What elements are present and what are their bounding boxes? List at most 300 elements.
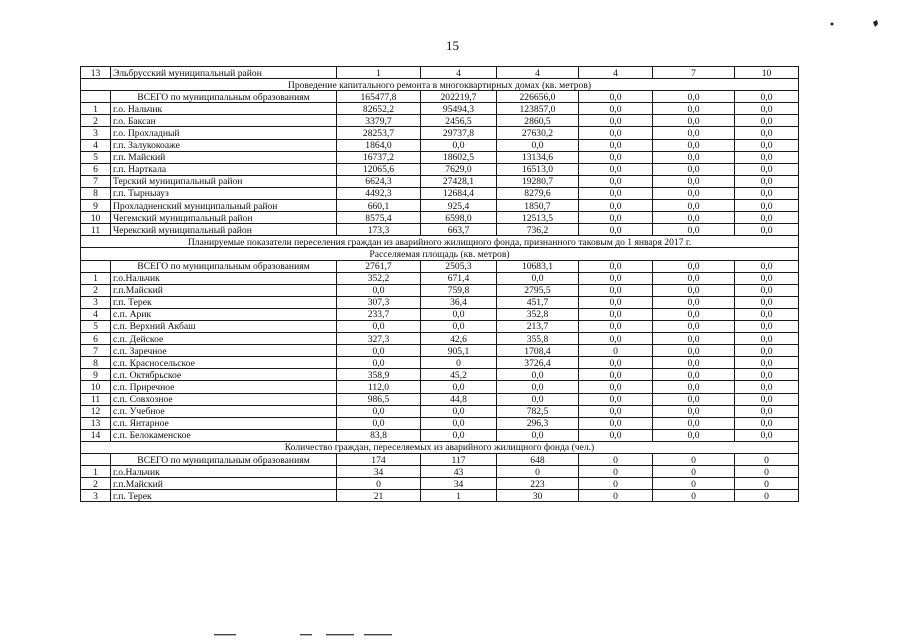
section-header-row <box>81 248 799 260</box>
data-table <box>80 66 799 502</box>
value-cell: 0,0 <box>653 200 735 212</box>
table-row <box>81 417 799 429</box>
value-cell: 0,0 <box>735 224 799 236</box>
value-cell: 759,8 <box>421 284 497 296</box>
row-number: 3 <box>81 296 111 308</box>
value-cell: 0,0 <box>579 308 653 320</box>
value-cell: 0,0 <box>421 405 497 417</box>
row-number: 1 <box>81 103 111 115</box>
value-cell: 0,0 <box>653 393 735 405</box>
value-cell: 671,4 <box>421 272 497 284</box>
value-cell: 0,0 <box>579 115 653 127</box>
value-cell: 6598,0 <box>421 212 497 224</box>
value-cell: 0,0 <box>735 320 799 332</box>
value-cell: 0,0 <box>653 357 735 369</box>
value-cell: 43 <box>421 466 497 478</box>
value-cell: 0,0 <box>735 417 799 429</box>
value-cell: 12513,5 <box>497 212 579 224</box>
value-cell: 905,1 <box>421 345 497 357</box>
municipality-name: с.п. Белокаменское <box>111 429 337 441</box>
value-cell: 6624,3 <box>337 175 421 187</box>
value-cell: 42,6 <box>421 333 497 345</box>
value-cell: 0,0 <box>653 308 735 320</box>
row-number: 2 <box>81 115 111 127</box>
table-body <box>81 67 799 502</box>
value-cell: 0 <box>579 490 653 502</box>
section-header: Количество граждан, переселяемых из аварийного жилищного фонда (чел.) <box>81 441 799 453</box>
total-label: ВСЕГО по муниципальным образованиям <box>111 260 337 272</box>
value-cell: 12065,6 <box>337 163 421 175</box>
value-cell: 0,0 <box>579 91 653 103</box>
table-row <box>81 212 799 224</box>
section-header: Планируемые показатели переселения граждан из аварийного жилищного фонда, признанного таковым до 1 января 2017 г. <box>81 236 799 248</box>
municipality-name: Терский муниципальный район <box>111 175 337 187</box>
value-cell: 0,0 <box>421 381 497 393</box>
municipality-name: с.п. Учебное <box>111 405 337 417</box>
value-cell: 30 <box>497 490 579 502</box>
value-cell: 0,0 <box>337 284 421 296</box>
value-cell: 34 <box>337 466 421 478</box>
value-cell: 13134,6 <box>497 151 579 163</box>
value-cell: 0,0 <box>653 91 735 103</box>
scan-marks <box>816 14 886 34</box>
municipality-name: г.п. Майский <box>111 151 337 163</box>
row-number: 6 <box>81 163 111 175</box>
value-cell: 0,0 <box>653 284 735 296</box>
value-cell: 736,2 <box>497 224 579 236</box>
value-cell: 0,0 <box>579 103 653 115</box>
value-cell: 0,0 <box>421 417 497 429</box>
municipality-name: г.о.Нальчик <box>111 466 337 478</box>
value-cell: 21 <box>337 490 421 502</box>
value-cell: 173,3 <box>337 224 421 236</box>
value-cell: 0,0 <box>653 175 735 187</box>
value-cell: 29737,8 <box>421 127 497 139</box>
value-cell: 0,0 <box>653 212 735 224</box>
section-header-row <box>81 441 799 453</box>
value-cell: 0,0 <box>579 357 653 369</box>
page-number: 15 <box>446 38 459 53</box>
value-cell: 10683,1 <box>497 260 579 272</box>
table-row <box>81 103 799 115</box>
table-row <box>81 490 799 502</box>
value-cell: 0 <box>735 466 799 478</box>
value-cell: 223 <box>497 478 579 490</box>
value-cell: 0,0 <box>653 296 735 308</box>
value-cell: 0,0 <box>579 187 653 199</box>
value-cell: 0,0 <box>579 284 653 296</box>
value-cell: 0,0 <box>653 381 735 393</box>
municipality-name: г.п. Тырныауз <box>111 187 337 199</box>
value-cell: 0,0 <box>653 115 735 127</box>
row-number: 1 <box>81 272 111 284</box>
value-cell: 0,0 <box>579 163 653 175</box>
table-row <box>81 478 799 490</box>
row-number: 8 <box>81 187 111 199</box>
value-cell: 0,0 <box>653 163 735 175</box>
value-cell: 0,0 <box>579 212 653 224</box>
table-row <box>81 393 799 405</box>
value-cell: 233,7 <box>337 308 421 320</box>
value-cell: 1864,0 <box>337 139 421 151</box>
table-row <box>81 200 799 212</box>
value-cell: 0,0 <box>579 393 653 405</box>
value-cell: 1 <box>421 490 497 502</box>
value-cell: 174 <box>337 454 421 466</box>
value-cell: 10 <box>735 67 799 79</box>
value-cell: 0 <box>421 357 497 369</box>
value-cell: 0,0 <box>735 260 799 272</box>
row-number: 9 <box>81 369 111 381</box>
value-cell: 3379,7 <box>337 115 421 127</box>
value-cell: 7 <box>653 67 735 79</box>
value-cell: 0,0 <box>579 405 653 417</box>
value-cell: 0,0 <box>735 115 799 127</box>
table-row <box>81 429 799 441</box>
value-cell: 0 <box>497 466 579 478</box>
value-cell: 0,0 <box>579 139 653 151</box>
value-cell: 0,0 <box>653 103 735 115</box>
value-cell: 0,0 <box>579 260 653 272</box>
municipality-name: с.п. Заречное <box>111 345 337 357</box>
value-cell: 36,4 <box>421 296 497 308</box>
value-cell: 648 <box>497 454 579 466</box>
municipality-name: Чегемский муниципальный район <box>111 212 337 224</box>
value-cell: 82652,2 <box>337 103 421 115</box>
section-header-row <box>81 236 799 248</box>
value-cell: 0,0 <box>497 429 579 441</box>
value-cell: 0,0 <box>421 308 497 320</box>
value-cell: 0,0 <box>653 224 735 236</box>
value-cell: 0,0 <box>497 369 579 381</box>
value-cell: 0,0 <box>735 91 799 103</box>
value-cell: 0,0 <box>735 369 799 381</box>
table-row <box>81 381 799 393</box>
value-cell: 0,0 <box>735 187 799 199</box>
value-cell: 0,0 <box>653 187 735 199</box>
value-cell: 0,0 <box>735 212 799 224</box>
value-cell: 8279,6 <box>497 187 579 199</box>
municipality-name: с.п. Совхозное <box>111 393 337 405</box>
table-row <box>81 369 799 381</box>
value-cell: 0,0 <box>735 200 799 212</box>
value-cell: 0 <box>579 478 653 490</box>
table-row <box>81 320 799 332</box>
value-cell: 0,0 <box>421 429 497 441</box>
value-cell: 0,0 <box>579 381 653 393</box>
value-cell: 0,0 <box>579 369 653 381</box>
row-number: 11 <box>81 393 111 405</box>
value-cell: 202219,7 <box>421 91 497 103</box>
value-cell: 0,0 <box>653 139 735 151</box>
value-cell: 0,0 <box>579 417 653 429</box>
value-cell: 0,0 <box>653 405 735 417</box>
value-cell: 0,0 <box>497 139 579 151</box>
table-row <box>81 187 799 199</box>
value-cell: 0 <box>735 478 799 490</box>
municipality-name: с.п. Верхний Акбаш <box>111 320 337 332</box>
value-cell: 165477,8 <box>337 91 421 103</box>
value-cell: 0,0 <box>735 139 799 151</box>
table-row <box>81 357 799 369</box>
table-row <box>81 296 799 308</box>
value-cell: 358,9 <box>337 369 421 381</box>
value-cell: 0,0 <box>337 320 421 332</box>
municipality-name: с.п. Октябрьское <box>111 369 337 381</box>
value-cell: 123857,0 <box>497 103 579 115</box>
value-cell: 0 <box>579 454 653 466</box>
value-cell: 0,0 <box>497 393 579 405</box>
municipality-name: г.о.Нальчик <box>111 272 337 284</box>
municipality-name: с.п. Арик <box>111 308 337 320</box>
value-cell: 0,0 <box>735 284 799 296</box>
municipality-name: г.п. Терек <box>111 490 337 502</box>
municipality-name: г.п.Майский <box>111 478 337 490</box>
value-cell: 327,3 <box>337 333 421 345</box>
value-cell: 0 <box>735 490 799 502</box>
value-cell: 0,0 <box>497 272 579 284</box>
value-cell: 2860,5 <box>497 115 579 127</box>
value-cell: 19280,7 <box>497 175 579 187</box>
value-cell: 28253,7 <box>337 127 421 139</box>
value-cell: 4 <box>421 67 497 79</box>
value-cell: 0,0 <box>653 333 735 345</box>
row-number: 3 <box>81 127 111 139</box>
total-row <box>81 91 799 103</box>
table-row <box>81 139 799 151</box>
value-cell: 0,0 <box>337 405 421 417</box>
municipality-name: Черекский муниципальный район <box>111 224 337 236</box>
value-cell: 0,0 <box>735 357 799 369</box>
row-number: 10 <box>81 212 111 224</box>
row-number: 12 <box>81 405 111 417</box>
value-cell: 27630,2 <box>497 127 579 139</box>
value-cell: 117 <box>421 454 497 466</box>
value-cell: 0,0 <box>579 200 653 212</box>
value-cell: 0 <box>579 345 653 357</box>
section-header: Проведение капитального ремонта в многоквартирных домах (кв. метров) <box>81 79 799 91</box>
row-number: 5 <box>81 151 111 163</box>
row-number: 7 <box>81 345 111 357</box>
municipality-name: с.п. Янтарное <box>111 417 337 429</box>
value-cell: 8575,4 <box>337 212 421 224</box>
value-cell: 0,0 <box>579 151 653 163</box>
row-number: 10 <box>81 381 111 393</box>
value-cell: 451,7 <box>497 296 579 308</box>
value-cell: 0,0 <box>735 381 799 393</box>
value-cell: 0,0 <box>735 308 799 320</box>
row-number: 3 <box>81 490 111 502</box>
value-cell: 0,0 <box>735 296 799 308</box>
municipality-name: г.п. Залукокоаже <box>111 139 337 151</box>
municipality-name: Эльбрусский муниципальный район <box>111 67 337 79</box>
value-cell: 0,0 <box>653 127 735 139</box>
row-number: 13 <box>81 67 111 79</box>
table-row <box>81 151 799 163</box>
value-cell: 0,0 <box>653 345 735 357</box>
municipality-name: с.п. Дейское <box>111 333 337 345</box>
value-cell: 0,0 <box>579 296 653 308</box>
municipality-name: г.о. Баксан <box>111 115 337 127</box>
value-cell: 307,3 <box>337 296 421 308</box>
value-cell: 0,0 <box>653 151 735 163</box>
section-header: Расселяемая площадь (кв. метров) <box>81 248 799 260</box>
value-cell: 16737,2 <box>337 151 421 163</box>
value-cell: 4 <box>497 67 579 79</box>
value-cell: 0,0 <box>735 175 799 187</box>
value-cell: 0 <box>653 466 735 478</box>
value-cell: 83,8 <box>337 429 421 441</box>
table-row <box>81 466 799 478</box>
table-row <box>81 405 799 417</box>
row-number: 1 <box>81 466 111 478</box>
value-cell: 0 <box>337 478 421 490</box>
section-header-row <box>81 79 799 91</box>
value-cell: 0,0 <box>735 163 799 175</box>
value-cell: 16513,0 <box>497 163 579 175</box>
value-cell: 0,0 <box>421 139 497 151</box>
value-cell: 0 <box>735 454 799 466</box>
row-number-empty <box>81 260 111 272</box>
value-cell: 0,0 <box>579 127 653 139</box>
value-cell: 0,0 <box>735 393 799 405</box>
row-number-empty <box>81 454 111 466</box>
value-cell: 2456,5 <box>421 115 497 127</box>
value-cell: 0,0 <box>579 429 653 441</box>
value-cell: 782,5 <box>497 405 579 417</box>
municipality-name: г.о. Нальчик <box>111 103 337 115</box>
value-cell: 1708,4 <box>497 345 579 357</box>
value-cell: 2761,7 <box>337 260 421 272</box>
row-number: 2 <box>81 284 111 296</box>
municipality-name: с.п. Приречное <box>111 381 337 393</box>
row-number: 9 <box>81 200 111 212</box>
value-cell: 0,0 <box>735 151 799 163</box>
value-cell: 2795,5 <box>497 284 579 296</box>
value-cell: 0,0 <box>579 224 653 236</box>
value-cell: 1850,7 <box>497 200 579 212</box>
value-cell: 44,8 <box>421 393 497 405</box>
value-cell: 0,0 <box>653 369 735 381</box>
value-cell: 95494,3 <box>421 103 497 115</box>
value-cell: 660,1 <box>337 200 421 212</box>
value-cell: 0,0 <box>497 381 579 393</box>
value-cell: 7629,0 <box>421 163 497 175</box>
row-number: 4 <box>81 139 111 151</box>
bottom-scan-lines <box>214 632 414 638</box>
value-cell: 45,2 <box>421 369 497 381</box>
value-cell: 0,0 <box>735 127 799 139</box>
value-cell: 296,3 <box>497 417 579 429</box>
table-row <box>81 115 799 127</box>
value-cell: 27428,1 <box>421 175 497 187</box>
value-cell: 226656,0 <box>497 91 579 103</box>
total-label: ВСЕГО по муниципальным образованиям <box>111 454 337 466</box>
value-cell: 3726,4 <box>497 357 579 369</box>
value-cell: 0,0 <box>421 320 497 332</box>
table-row <box>81 175 799 187</box>
value-cell: 4492,3 <box>337 187 421 199</box>
value-cell: 0 <box>579 466 653 478</box>
table-row <box>81 284 799 296</box>
value-cell: 0,0 <box>735 103 799 115</box>
table-row <box>81 224 799 236</box>
municipality-name: г.о. Прохладный <box>111 127 337 139</box>
value-cell: 0,0 <box>579 320 653 332</box>
value-cell: 925,4 <box>421 200 497 212</box>
row-number: 2 <box>81 478 111 490</box>
value-cell: 0,0 <box>337 357 421 369</box>
row-number: 4 <box>81 308 111 320</box>
value-cell: 0 <box>653 490 735 502</box>
value-cell: 663,7 <box>421 224 497 236</box>
row-number: 14 <box>81 429 111 441</box>
value-cell: 0,0 <box>653 417 735 429</box>
value-cell: 12684,4 <box>421 187 497 199</box>
municipality-name: с.п. Красносельское <box>111 357 337 369</box>
value-cell: 0,0 <box>735 405 799 417</box>
value-cell: 0,0 <box>579 272 653 284</box>
value-cell: 0,0 <box>579 175 653 187</box>
value-cell: 0,0 <box>653 260 735 272</box>
value-cell: 18602,5 <box>421 151 497 163</box>
value-cell: 213,7 <box>497 320 579 332</box>
table-row <box>81 127 799 139</box>
row-number: 11 <box>81 224 111 236</box>
value-cell: 4 <box>579 67 653 79</box>
value-cell: 0 <box>653 478 735 490</box>
value-cell: 352,8 <box>497 308 579 320</box>
value-cell: 34 <box>421 478 497 490</box>
municipality-name: г.п. Нарткала <box>111 163 337 175</box>
row-number: 8 <box>81 357 111 369</box>
value-cell: 0,0 <box>337 417 421 429</box>
table-row <box>81 333 799 345</box>
table-row <box>81 163 799 175</box>
row-number-empty <box>81 91 111 103</box>
value-cell: 1 <box>337 67 421 79</box>
value-cell: 112,0 <box>337 381 421 393</box>
row-number: 13 <box>81 417 111 429</box>
value-cell: 0,0 <box>653 272 735 284</box>
table-row <box>81 308 799 320</box>
value-cell: 0,0 <box>735 345 799 357</box>
value-cell: 0,0 <box>653 429 735 441</box>
value-cell: 0,0 <box>735 333 799 345</box>
municipality-name: г.п. Терек <box>111 296 337 308</box>
table-row <box>81 345 799 357</box>
value-cell: 0,0 <box>337 345 421 357</box>
table-row <box>81 272 799 284</box>
total-row <box>81 454 799 466</box>
row-number: 6 <box>81 333 111 345</box>
value-cell: 0 <box>653 454 735 466</box>
value-cell: 0,0 <box>735 272 799 284</box>
municipality-name: Прохладненский муниципальный район <box>111 200 337 212</box>
value-cell: 2505,3 <box>421 260 497 272</box>
table-row <box>81 67 799 79</box>
total-row <box>81 260 799 272</box>
value-cell: 0,0 <box>579 333 653 345</box>
value-cell: 355,8 <box>497 333 579 345</box>
value-cell: 352,2 <box>337 272 421 284</box>
total-label: ВСЕГО по муниципальным образованиям <box>111 91 337 103</box>
value-cell: 986,5 <box>337 393 421 405</box>
row-number: 5 <box>81 320 111 332</box>
municipality-name: г.п.Майский <box>111 284 337 296</box>
row-number: 7 <box>81 175 111 187</box>
value-cell: 0,0 <box>735 429 799 441</box>
